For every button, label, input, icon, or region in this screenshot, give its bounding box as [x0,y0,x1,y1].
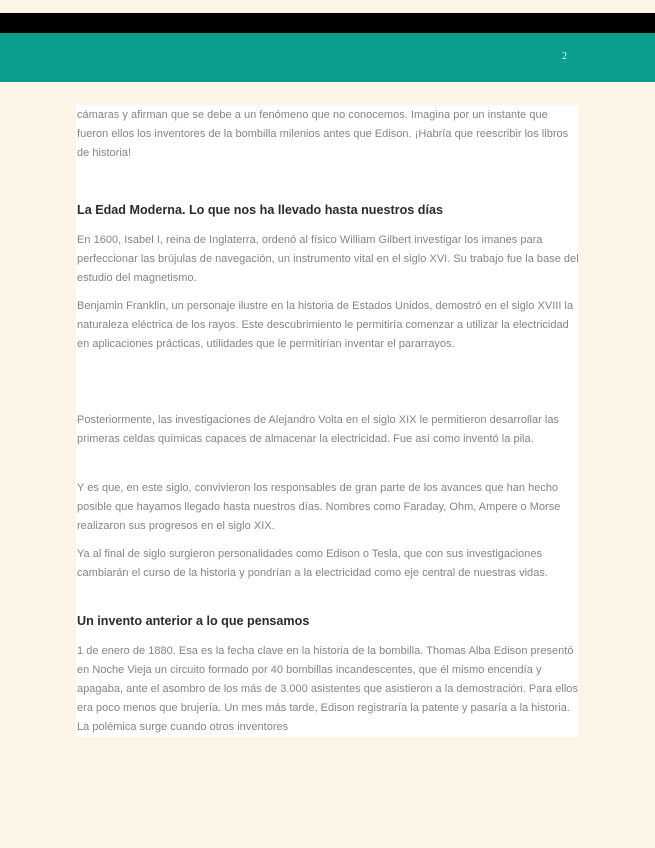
paragraph-text: Ya al final de siglo surgieron personalidades como Edison o Tesla, que con sus investigaciones cambiarán el curso de la historia y pondrían a la electricidad como eje central de nuestras vidas. [77,548,548,579]
paragraph-text: cámaras y afirman que se debe a un fenómeno que no conocemos. Imagina por un instante que fueron ellos los inventores de la bombilla milenios antes que Edison. ¡Habría que reescribir los libros de historia! [77,109,569,159]
paragraph-text: En 1600, Isabel I, reina de Inglaterra, ordenó al físico William Gilbert investigar los imanes para perfeccionar las brújulas de navegación, un instrumento vital en el siglo XVI. Su trabajo fue la base del estudio del magnetismo. [77,234,579,284]
paragraph-bombilla [77,642,579,737]
top-black-bar [0,13,655,33]
paragraph-edison-tesla [77,545,579,583]
paragraph-franklin [77,297,579,354]
article-body [76,105,578,737]
paragraph-text: Benjamin Franklin, un personaje ilustre en la historia de Estados Unidos, demostró en el siglo XVIII la naturaleza eléctrica de los rayos. Este descubrimiento le permitiría comenzar a utilizar la electricidad en aplicaciones prácticas, utilidades que le permitirían inventar el pararrayos. [77,300,574,350]
paragraph-siglo-xix [77,479,579,536]
page-number: 2 [562,51,567,62]
paragraph-text: Posteriormente, las investigaciones de Alejandro Volta en el siglo XIX le permitieron desarrollar las primeras celdas químicas capaces de almacenar la electricidad. Fue así como inventó la pila. [77,414,559,445]
section-heading-edad-moderna: La Edad Moderna. Lo que nos ha llevado hasta nuestros días [77,203,443,217]
intro-paragraph [77,106,579,163]
paragraph-volta [77,411,579,449]
section-heading-invento-anterior: Un invento anterior a lo que pensamos [77,614,310,628]
paragraph-gilbert [77,231,579,288]
paragraph-text: Y es que, en este siglo, convivieron los responsables de gran parte de los avances que han hecho posible que hayamos llegado hasta nuestros días. Nombres como Faraday, Ohm, Ampere o Morse realizaron sus progresos en el siglo XIX. [77,482,561,532]
page-header-band [0,33,655,82]
paragraph-text: 1 de enero de 1880. Esa es la fecha clave en la historia de la bombilla. Thomas Alba Edison presentó en Noche Vieja un circuito formado por 40 bombillas incandescentes, que él mismo encendía y apagaba, ante el asombro de los más de 3.000 asistentes que asistieron a la demostración. Para ellos era poco menos que brujería. Un mes más tarde, Edison registraría la patente y pasaría a la historia. La polémica surge cuando otros inventores [77,645,578,733]
